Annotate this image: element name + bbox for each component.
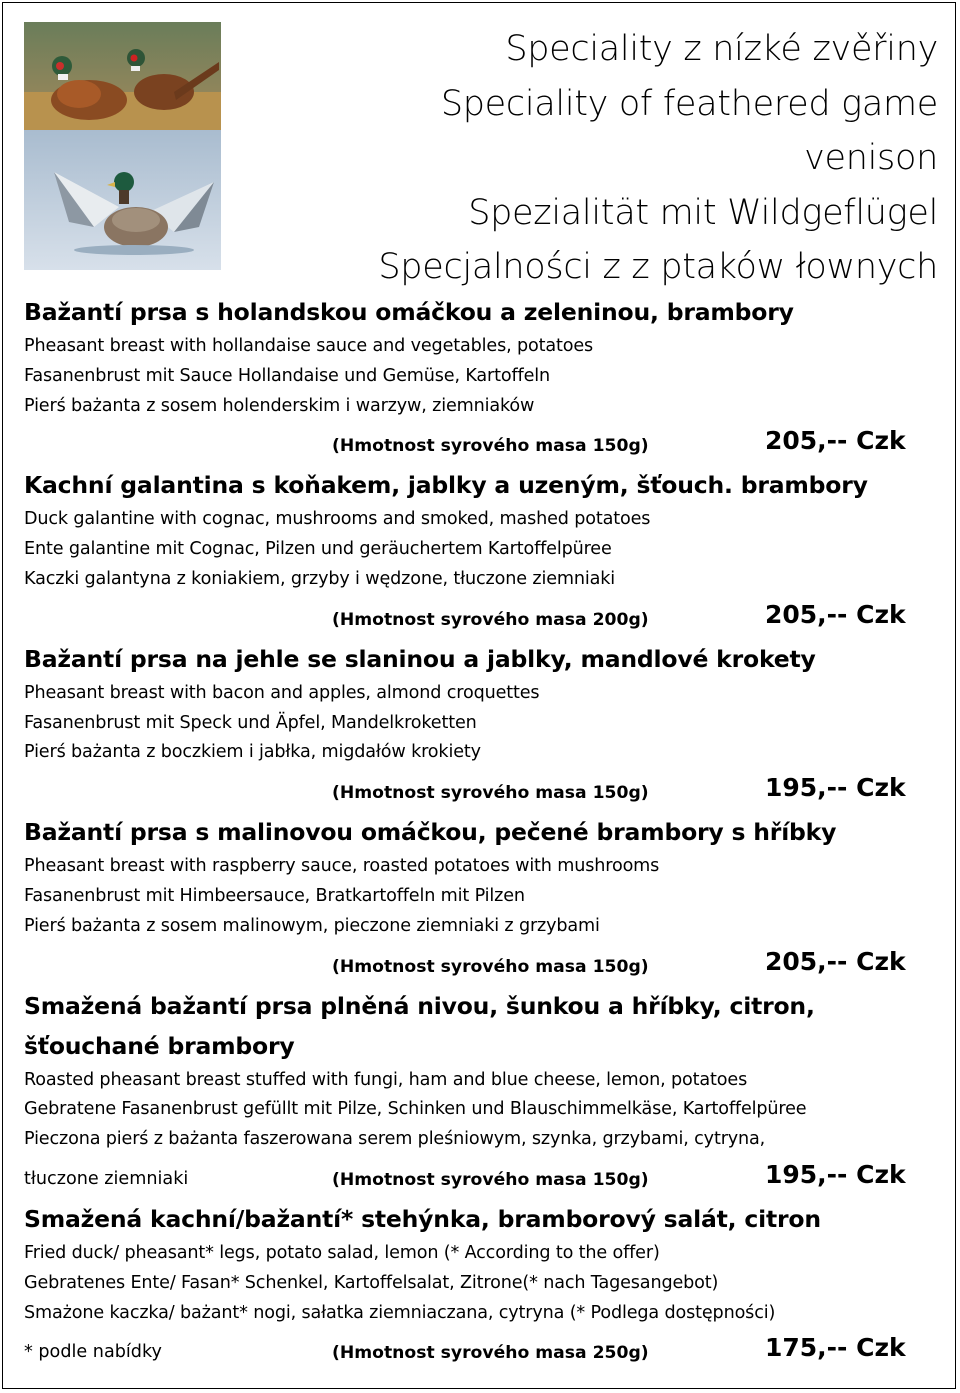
dish-desc-english: Pheasant breast with bacon and apples, almond croquettes bbox=[24, 682, 540, 703]
dish-desc-german: Ente galantine mit Cognac, Pilzen und geräuchertem Kartoffelpüree bbox=[24, 539, 612, 560]
dish-price: 195,-- Czk bbox=[765, 1159, 906, 1189]
menu-item bbox=[24, 986, 936, 1199]
dish-desc-german: Gebratenes Ente/ Fasan* Schenkel, Kartoffelsalat, Zitrone(* nach Tagesangebot) bbox=[24, 1272, 719, 1293]
dish-desc-polish: Pierś bażanta z sosem malinowym, pieczone ziemniaki z grzybami bbox=[24, 915, 600, 936]
title-polish: Specjalności z z ptaków łownych bbox=[378, 247, 938, 287]
menu-item bbox=[24, 465, 936, 638]
dish-desc-german: Fasanenbrust mit Speck und Äpfel, Mandelkroketten bbox=[24, 712, 477, 733]
dish-desc-german: Fasanenbrust mit Sauce Hollandaise und Gemüse, Kartoffeln bbox=[24, 365, 550, 386]
dish-desc-german: Fasanenbrust mit Himbeersauce, Bratkartoffeln mit Pilzen bbox=[24, 885, 525, 906]
dish-desc-english: Fried duck/ pheasant* legs, potato salad, lemon (* According to the offer) bbox=[24, 1242, 660, 1263]
menu-item bbox=[24, 292, 936, 465]
dish-desc-english: Pheasant breast with raspberry sauce, roasted potatoes with mushrooms bbox=[24, 856, 660, 877]
dish-price: 195,-- Czk bbox=[765, 773, 906, 803]
price-row bbox=[24, 1328, 936, 1372]
dish-title: Bažantí prsa s malinovou omáčkou, pečené brambory s hříbky bbox=[24, 818, 837, 847]
availability-note: * podle nabídky bbox=[24, 1342, 162, 1363]
dish-price: 205,-- Czk bbox=[765, 946, 906, 976]
dish-title: Bažantí prsa na jehle se slaninou a jablky, mandlové krokety bbox=[24, 644, 816, 673]
price-row bbox=[24, 421, 936, 465]
dish-desc-english: Pheasant breast with hollandaise sauce and vegetables, potatoes bbox=[24, 336, 594, 356]
price-row bbox=[24, 1155, 936, 1199]
dish-weight: (Hmotnost syrového masa 150g) bbox=[332, 956, 649, 977]
dish-desc-polish: Pierś bażanta z sosem holenderskim i warzyw, ziemniaków bbox=[24, 395, 535, 416]
dish-desc-english: Roasted pheasant breast stuffed with fungi, ham and blue cheese, lemon, potatoes bbox=[24, 1069, 748, 1090]
menu-item bbox=[24, 812, 936, 985]
menu-items bbox=[24, 292, 936, 1372]
dish-title: Bažantí prsa s holandskou omáčkou a zeleninou, brambory bbox=[24, 298, 794, 326]
title-english: Speciality of feathered game bbox=[440, 83, 938, 124]
dish-title-continued: šťouchané brambory bbox=[24, 1031, 295, 1060]
price-row bbox=[24, 768, 936, 812]
title-german: Spezialität mit Wildgeflügel bbox=[468, 192, 938, 233]
dish-weight: (Hmotnost syrového masa 250g) bbox=[332, 1343, 649, 1364]
dish-title: Smažená kachní/bažantí* stehýnka, bramborový salát, citron bbox=[24, 1204, 821, 1233]
menu-header bbox=[298, 22, 938, 295]
dish-weight: (Hmotnost syrového masa 150g) bbox=[332, 783, 649, 804]
menu-item bbox=[24, 1199, 936, 1372]
game-birds-photo bbox=[24, 22, 221, 270]
price-row bbox=[24, 942, 936, 986]
dish-price: 175,-- Czk bbox=[765, 1333, 906, 1363]
dish-desc-polish: Smażone kaczka/ bażant* nogi, sałatka ziemniaczana, cytryna (* Podlega dostępności) bbox=[24, 1302, 776, 1323]
dish-title: Smažená bažantí prsa plněná nivou, šunkou a hříbky, citron, bbox=[24, 991, 815, 1020]
dish-desc-continued: tłuczone ziemniaki bbox=[24, 1168, 189, 1189]
dish-desc-german: Gebratene Fasanenbrust gefüllt mit Pilze, Schinken und Blauschimmelkäse, Kartoffelpüree bbox=[24, 1099, 807, 1120]
dish-desc-polish: Kaczki galantyna z koniakiem, grzyby i wędzone, tłuczone ziemniaki bbox=[24, 568, 616, 589]
dish-desc-polish: Pieczona pierś z bażanta faszerowana serem pleśniowym, szynka, grzybami, cytryna, bbox=[24, 1129, 766, 1150]
dish-weight: (Hmotnost syrového masa 150g) bbox=[332, 436, 649, 457]
dish-price: 205,-- Czk bbox=[765, 426, 906, 456]
price-row bbox=[24, 595, 936, 639]
dish-desc-polish: Pierś bażanta z boczkiem i jabłka, migdałów krokiety bbox=[24, 742, 481, 763]
dish-weight: (Hmotnost syrového masa 150g) bbox=[332, 1169, 649, 1190]
title-czech: Speciality z nízké zvěřiny bbox=[505, 29, 938, 69]
menu-item bbox=[24, 639, 936, 812]
dish-desc-english: Duck galantine with cognac, mushrooms and smoked, mashed potatoes bbox=[24, 509, 651, 530]
title-english-2: venison bbox=[804, 138, 938, 178]
dish-weight: (Hmotnost syrového masa 200g) bbox=[332, 609, 649, 630]
dish-title: Kachní galantina s koňakem, jablky a uzeným, šťouch. brambory bbox=[24, 471, 868, 500]
dish-price: 205,-- Czk bbox=[765, 599, 906, 629]
